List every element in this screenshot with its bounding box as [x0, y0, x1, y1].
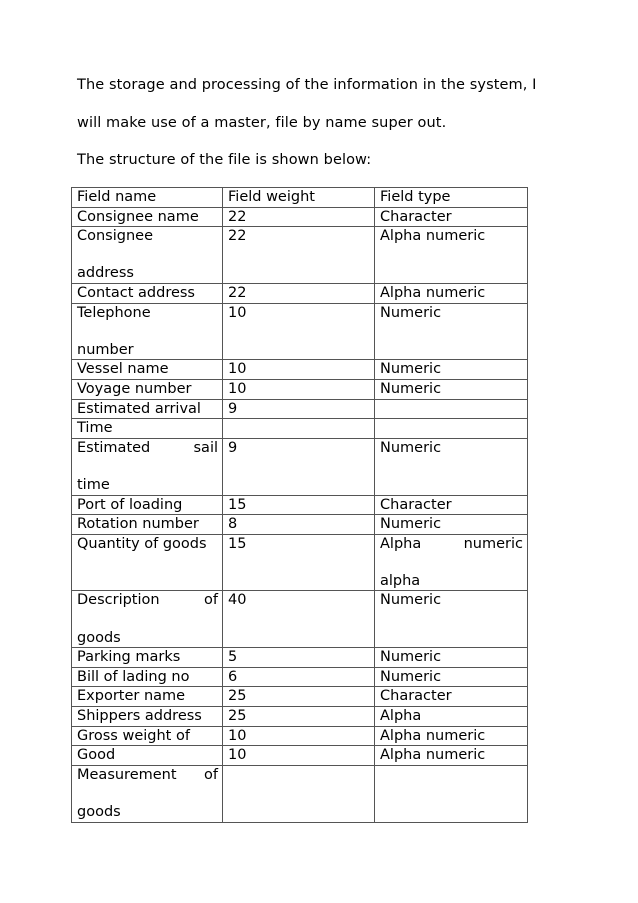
table-row	[72, 207, 528, 227]
table-row	[72, 687, 528, 707]
field-name-cell: Parking marks	[72, 648, 223, 668]
field-weight-cell: 10	[223, 379, 375, 399]
field-type-cell	[375, 765, 528, 822]
table-row	[72, 648, 528, 668]
field-name-cell: Rotation number	[72, 515, 223, 535]
field-weight-cell: 8	[223, 515, 375, 535]
field-name-cell: Gross weight of	[72, 726, 223, 746]
field-type-cell: Numeric	[375, 360, 528, 380]
table-row	[72, 726, 528, 746]
field-weight-cell: 22	[223, 227, 375, 284]
field-name-cell: Consignee name	[72, 207, 223, 227]
field-weight-cell: 22	[223, 283, 375, 303]
field-name-cell: Exporter name	[72, 687, 223, 707]
field-name-cell: Good	[72, 746, 223, 766]
field-type-cell: Numeric	[375, 515, 528, 535]
field-weight-cell: 15	[223, 495, 375, 515]
table-row	[72, 765, 528, 822]
field-type-line: alpha	[380, 572, 421, 589]
field-weight-cell: 15	[223, 534, 375, 591]
field-name-line: Measurement of	[77, 766, 218, 783]
field-type-cell: Numeric	[375, 667, 528, 687]
field-weight-cell	[223, 419, 375, 439]
header-field-name: Field name	[72, 188, 223, 208]
field-type-cell: Numeric	[375, 648, 528, 668]
table-row	[72, 283, 528, 303]
field-type-cell: Character	[375, 207, 528, 227]
table-row	[72, 591, 528, 648]
table-header-row	[72, 188, 528, 208]
field-name-cell: Estimated arrival	[72, 399, 223, 419]
field-name-cell: Vessel name	[72, 360, 223, 380]
field-weight-cell: 10	[223, 303, 375, 360]
field-type-cell: Numeric	[375, 591, 528, 648]
field-name-cell: Bill of lading no	[72, 667, 223, 687]
field-name-cell	[72, 591, 223, 648]
field-name-line: goods	[77, 804, 121, 820]
field-name-cell: Shippers address	[72, 707, 223, 727]
field-type-cell: Alpha numeric	[375, 726, 528, 746]
field-name-cell	[72, 438, 223, 495]
field-weight-cell: 6	[223, 667, 375, 687]
field-type-cell: Numeric	[375, 438, 528, 495]
field-name-cell: Port of loading	[72, 495, 223, 515]
field-weight-cell: 22	[223, 207, 375, 227]
field-weight-cell: 10	[223, 726, 375, 746]
table-row	[72, 438, 528, 495]
field-name-line: Description of	[77, 592, 218, 609]
field-weight-cell: 10	[223, 360, 375, 380]
field-weight-cell: 25	[223, 707, 375, 727]
structure-caption: The structure of the file is shown below:	[77, 152, 372, 168]
field-weight-cell	[223, 765, 375, 822]
field-name-line: time	[77, 476, 110, 493]
table-row	[72, 379, 528, 399]
field-type-cell: Character	[375, 495, 528, 515]
table-row	[72, 515, 528, 535]
field-name-line: goods	[77, 629, 121, 646]
field-name-cell: Consignee address	[72, 227, 223, 284]
intro-paragraph-line-2: will make use of a master, file by name super out.	[77, 115, 447, 131]
table-row	[72, 746, 528, 766]
table-row	[72, 303, 528, 360]
field-type-cell: Alpha numeric	[375, 283, 528, 303]
field-weight-cell: 40	[223, 591, 375, 648]
table-row	[72, 360, 528, 380]
field-type-cell	[375, 399, 528, 419]
intro-paragraph-line-1: The storage and processing of the information in the system, I	[77, 77, 537, 93]
field-type-cell: Numeric	[375, 303, 528, 360]
field-name-cell	[72, 765, 223, 822]
field-weight-cell: 25	[223, 687, 375, 707]
table-row	[72, 227, 528, 284]
field-type-cell: Character	[375, 687, 528, 707]
header-field-type: Field type	[375, 188, 528, 208]
file-structure-table	[71, 187, 528, 823]
field-type-cell: Numeric	[375, 379, 528, 399]
field-weight-cell: 10	[223, 746, 375, 766]
table-row	[72, 707, 528, 727]
field-weight-cell: 5	[223, 648, 375, 668]
field-type-cell	[375, 534, 528, 591]
table-row	[72, 534, 528, 591]
field-name-line: Estimated sail	[77, 439, 218, 456]
table-row	[72, 667, 528, 687]
table-row	[72, 419, 528, 439]
field-type-cell: Alpha	[375, 707, 528, 727]
field-name-cell: Contact address	[72, 283, 223, 303]
field-name-cell: Time	[72, 419, 223, 439]
table-row	[72, 399, 528, 419]
field-weight-cell: 9	[223, 438, 375, 495]
field-type-line: Alpha numeric	[380, 535, 523, 552]
field-type-cell	[375, 419, 528, 439]
field-name-cell: Telephone number	[72, 303, 223, 360]
field-name-cell: Voyage number	[72, 379, 223, 399]
header-field-weight: Field weight	[223, 188, 375, 208]
field-name-cell: Quantity of goods	[72, 534, 223, 591]
field-type-cell: Alpha numeric	[375, 746, 528, 766]
field-type-cell: Alpha numeric	[375, 227, 528, 284]
field-weight-cell: 9	[223, 399, 375, 419]
table-row	[72, 495, 528, 515]
